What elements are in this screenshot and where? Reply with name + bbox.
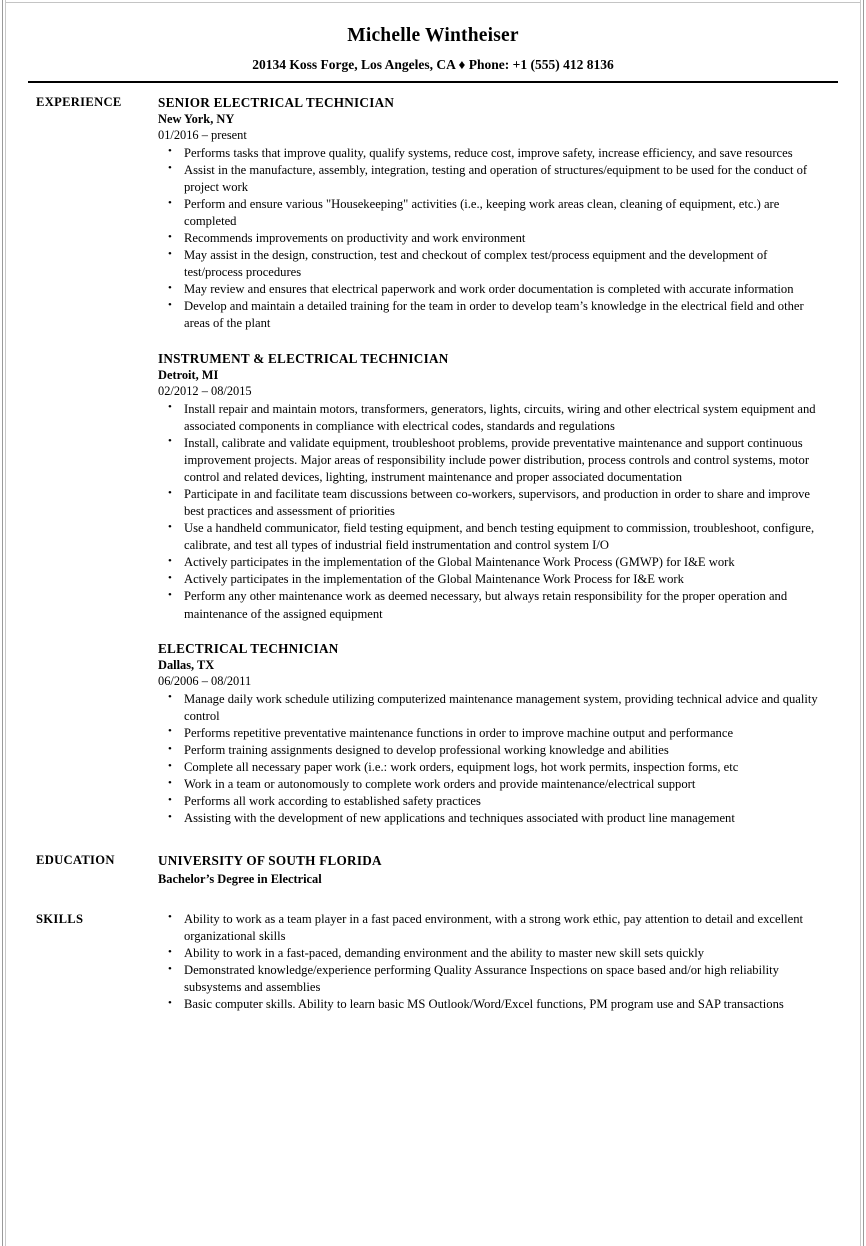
- job-bullet: • Develop and maintain a detailed training for the team in order to develop team’s knowledge in the electrical field and other areas of the plant: [158, 298, 826, 332]
- job-bullet: • Performs repetitive preventative maintenance functions in order to improve machine output and performance: [158, 725, 826, 742]
- job-location: Detroit, MI: [158, 368, 219, 383]
- resume-header: [0, 0, 866, 83]
- job-bullet: • Manage daily work schedule utilizing computerized maintenance management system, providing technical advice and quality control: [158, 691, 826, 725]
- job-dates: 02/2012 – 08/2015: [158, 383, 252, 398]
- education-school: UNIVERSITY OF SOUTH FLORIDA: [158, 853, 382, 869]
- job-bullet: • Perform training assignments designed to develop professional working knowledge and abilities: [158, 742, 826, 759]
- section-skills: [0, 910, 866, 1013]
- header-divider-rule: [28, 81, 838, 83]
- skill-bullet: • Ability to work as a team player in a fast paced environment, with a strong work ethic, pay attention to detail and excellent organizational skills: [158, 911, 826, 945]
- job-bullet: • Performs all work according to established safety practices: [158, 793, 826, 810]
- education-entries: [158, 853, 866, 887]
- job-bullet: • Assist in the manufacture, assembly, integration, testing and operation of structures/equipment to be used for the conduct of project work: [158, 162, 826, 196]
- skill-bullet: • Ability to work in a fast-paced, demanding environment and the ability to master new skill sets quickly: [158, 945, 826, 962]
- job-bullet: • Actively participates in the implementation of the Global Maintenance Work Process for I&E work: [158, 571, 826, 588]
- job-dates: 06/2006 – 08/2011: [158, 673, 252, 688]
- job-bullet: • Work in a team or autonomously to complete work orders and provide maintenance/electrical support: [158, 776, 826, 793]
- job-bullet: • Actively participates in the implementation of the Global Maintenance Work Process (GMWP) for I&E work: [158, 554, 826, 571]
- job-title: SENIOR ELECTRICAL TECHNICIAN: [158, 94, 395, 110]
- job-bullet: • Assisting with the development of new applications and techniques associated with product line management: [158, 810, 826, 827]
- candidate-name: Michelle Wintheiser: [347, 25, 519, 46]
- section-label-education: EDUCATION: [36, 853, 115, 868]
- job-title: INSTRUMENT & ELECTRICAL TECHNICIAN: [158, 350, 449, 366]
- job-location: Dallas, TX: [158, 658, 215, 673]
- job-title: ELECTRICAL TECHNICIAN: [158, 640, 339, 656]
- job-bullet-list: [158, 145, 826, 333]
- experience-entry: [158, 351, 826, 623]
- skills-list-wrapper: [158, 910, 866, 1013]
- job-bullet: • Performs tasks that improve quality, qualify systems, reduce cost, improve safety, increase efficiency, and save resources: [158, 145, 826, 162]
- skills-bullet-list: [158, 911, 826, 1013]
- section-education: [0, 853, 866, 887]
- job-bullet-list: [158, 401, 826, 623]
- job-location: New York, NY: [158, 112, 235, 127]
- contact-line: 20134 Koss Forge, Los Angeles, CA ♦ Phone: +1 (555) 412 8136: [252, 57, 614, 73]
- job-bullet: • Perform any other maintenance work as deemed necessary, but always retain responsibility for the proper operation and maintenance of the assigned equipment: [158, 588, 826, 622]
- job-bullet-list: [158, 691, 826, 828]
- job-dates: 01/2016 – present: [158, 127, 247, 142]
- experience-entry: [158, 641, 826, 828]
- skill-bullet: • Basic computer skills. Ability to learn basic MS Outlook/Word/Excel functions, PM program use and SAP transactions: [158, 996, 826, 1013]
- experience-entries: [158, 95, 866, 828]
- section-experience: [0, 95, 866, 828]
- job-bullet: • Recommends improvements on productivity and work environment: [158, 230, 826, 247]
- job-bullet: • Use a handheld communicator, field testing equipment, and bench testing equipment to commission, troubleshoot, configure, calibrate, and test all types of industrial field instrumentation and control system I/O: [158, 520, 826, 554]
- education-entry: [158, 853, 826, 887]
- skill-bullet: • Demonstrated knowledge/experience performing Quality Assurance Inspections on space based and/or high reliability subsystems and assemblies: [158, 962, 826, 996]
- job-bullet: • Install repair and maintain motors, transformers, generators, lights, circuits, wiring and other electrical system equipment and associated components in compliance with electrical codes, standards and regulations: [158, 401, 826, 435]
- education-degree: Bachelor’s Degree in Electrical: [158, 871, 322, 886]
- job-bullet: • May assist in the design, construction, test and checkout of complex test/process equipment and the development of test/process procedures: [158, 247, 826, 281]
- job-bullet: • Complete all necessary paper work (i.e.: work orders, equipment logs, hot work permits, inspection forms, etc: [158, 759, 826, 776]
- experience-entry: [158, 95, 826, 333]
- job-bullet: • Install, calibrate and validate equipment, troubleshoot problems, provide preventative maintenance and support continuous improvement projects. Major areas of responsibility include power distribution, process controls and control systems, motor control and related devices, lighting, instrument maintenance and proper associated documentation: [158, 435, 826, 486]
- section-label-experience: EXPERIENCE: [36, 94, 122, 109]
- job-bullet: • May review and ensures that electrical paperwork and work order documentation is completed with accurate information: [158, 281, 826, 298]
- section-label-skills: SKILLS: [36, 911, 84, 926]
- job-bullet: • Perform and ensure various "Housekeeping" activities (i.e., keeping work areas clean, cleaning of equipment, etc.) are completed: [158, 196, 826, 230]
- job-bullet: • Participate in and facilitate team discussions between co-workers, supervisors, and production in order to share and improve best practices and assessment of priorities: [158, 486, 826, 520]
